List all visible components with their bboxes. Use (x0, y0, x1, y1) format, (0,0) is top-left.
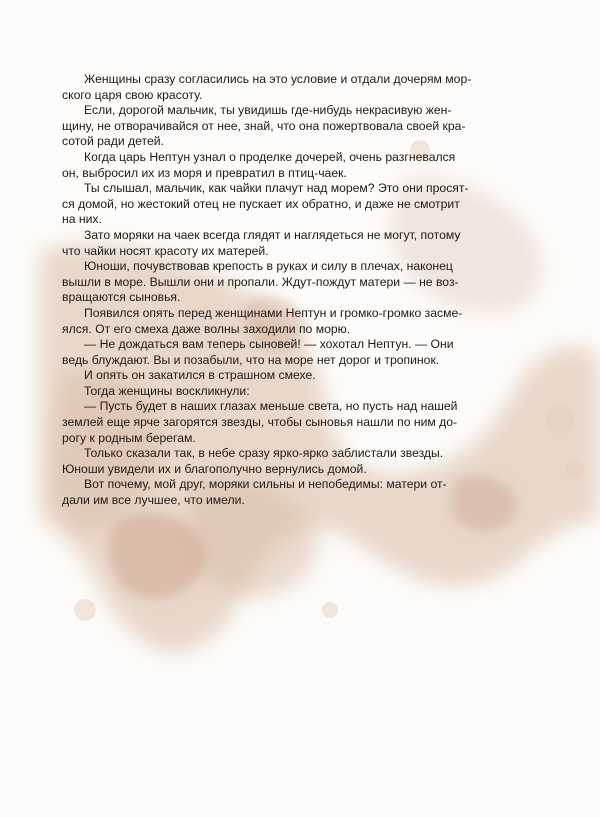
paragraph-9: И опять он закатился в страшном смехе. (84, 368, 316, 383)
paragraph-11: — Пусть будет в наших глазах меньше света, но пусть над нашей землей еще ярче загорятся звезды, чтобы сыновья нашли по ним до- рогу к родным берегам. (62, 399, 458, 445)
paragraph-6: Юноши, почувствовав крепость в руках и силу в плечах, наконец вышли в море. Вышли они и пропали. Ждут-пождут матери — не воз- вращаются сыновья. (62, 259, 459, 305)
paragraph-5: Зато моряки на чаек всегда глядят и наглядеться не могут, потому что чайки носят красоту их матерей. (62, 227, 461, 258)
story-text (62, 72, 544, 509)
paragraph-1: Женщины сразу согласились на это условие и отдали дочерям мор- ского царя свою красоту. (62, 72, 472, 102)
paragraph-3: Когда царь Нептун узнал о проделке дочерей, очень разгневался он, выбросил их из моря и превратил в птиц-чаек. (62, 149, 456, 180)
paragraph-7: Появился опять перед женщинами Нептун и громко-громко засме- ялся. От его смеха даже волны заходили по морю. (62, 305, 463, 336)
paragraph-2: Если, дорогой мальчик, ты увидишь где-нибудь некрасивую жен- щину, не отворачивайся от нее, знай, что она пожертвовала своей кра- сотой ради детей. (62, 103, 466, 149)
paragraph-8: — Не дождаться вам теперь сыновей! — хохотал Нептун. — Они ведь блуждают. Вы и позабыли, что на море нет дорог и тропинок. (62, 337, 454, 367)
paragraph-12: Только сказали так, в небе сразу ярко-ярко заблистали звезды. Юноши увидели их и благополучно вернулись домой. (62, 446, 444, 476)
paragraph-13: Вот почему, мой друг, моряки сильны и непобедимы: матери от- дали им все лучшее, что имели. (62, 477, 447, 508)
paragraph-4: Ты слышал, мальчик, как чайки плачут над морем? Это они просят- ся домой, но жестокий отец не пускает их обратно, и даже не смотрит на них. (62, 181, 469, 227)
paragraph-10: Тогда женщины воскликнули: (84, 383, 250, 398)
